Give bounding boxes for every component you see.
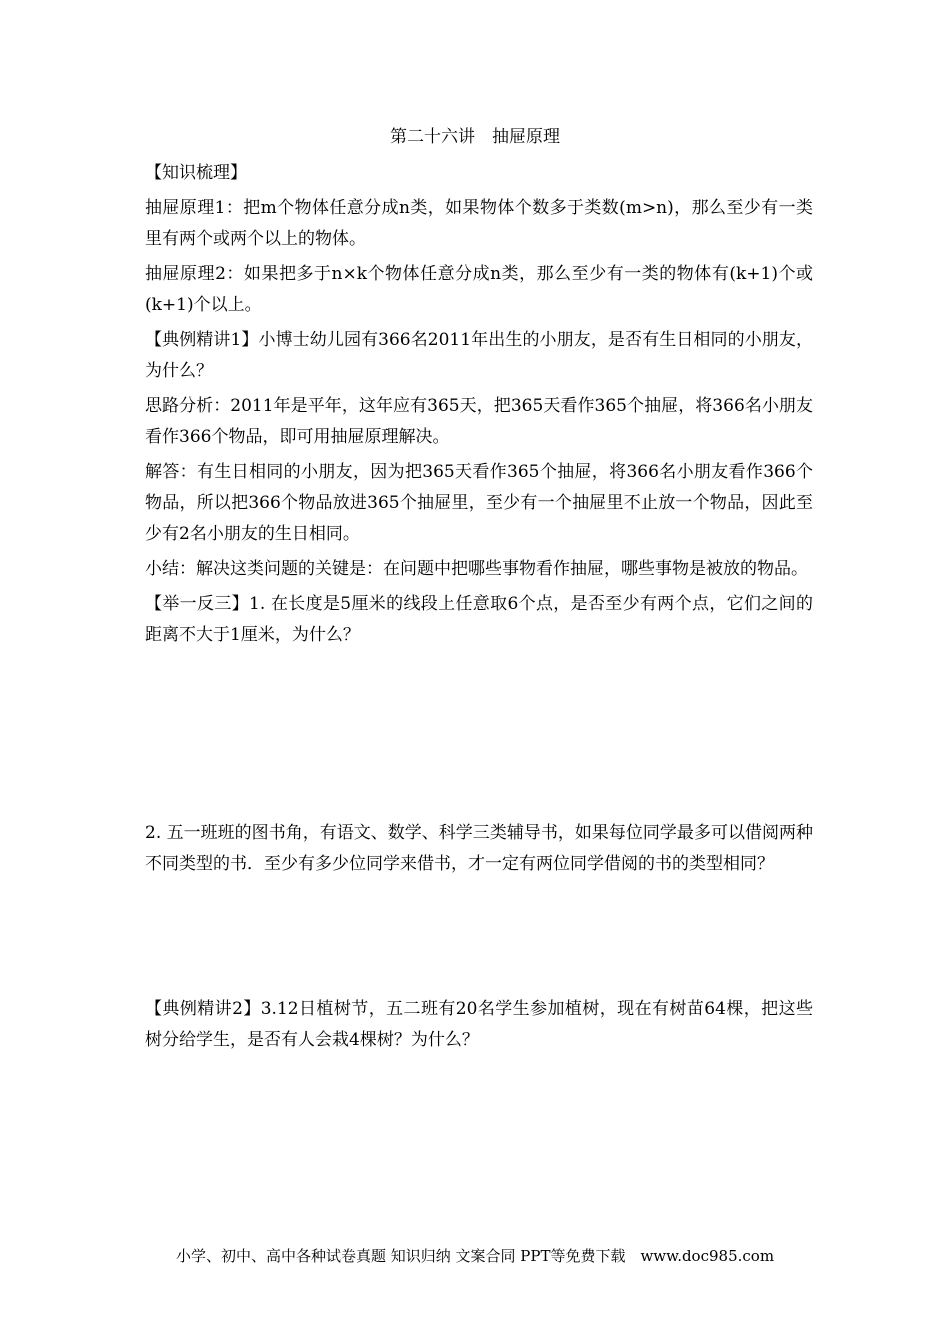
document-body [145, 158, 813, 1060]
principle-2-paragraph: 抽屉原理2：如果把多于n×k个物体任意分成n类，那么至少有一类的物体有(k+1)个或(k+1)个以上。 [145, 264, 813, 315]
practice-2-question: 2. 五一班班的图书角，有语文、数学、科学三类辅导书，如果每位同学最多可以借阅两种不同类型的书．至少有多少位同学来借书，才一定有两位同学借阅的书的类型相同？ [145, 823, 813, 874]
principle-1-paragraph: 抽屉原理1：把m个物体任意分成n类，如果物体个数多于类数(m>n)，那么至少有一类里有两个或两个以上的物体。 [145, 198, 813, 249]
knowledge-section-heading: 【知识梳理】 [145, 163, 247, 183]
example-1-summary: 小结：解决这类问题的关键是：在问题中把哪些事物看作抽屉，哪些事物是被放的物品。 [145, 559, 808, 579]
example-1-answer: 解答：有生日相同的小朋友，因为把365天看作365个抽屉，将366名小朋友看作366个物品，所以把366个物品放进365个抽屉里，至少有一个抽屉里不止放一个物品，因此至少有2名小朋友的生日相同。 [145, 462, 813, 544]
footer-note: 小学、初中、高中各种试卷真题 知识归纳 文案合同 PPT等免费下载 www.doc985.com [175, 1247, 775, 1265]
example-1-analysis: 思路分析：2011年是平年，这年应有365天，把365天看作365个抽屉，将366名小朋友看作366个物品，即可用抽屉原理解决。 [145, 396, 813, 447]
answer-space-2 [145, 884, 813, 994]
example-2-question: 【典例精讲2】3.12日植树节，五二班有20名学生参加植树，现在有树苗64棵，把这些树分给学生，是否有人会栽4棵树？为什么？ [145, 999, 813, 1050]
lecture-title: 第二十六讲 抽屉原理 [390, 127, 560, 147]
answer-space-1 [145, 655, 813, 818]
example-1-question: 【典例精讲1】小博士幼儿园有366名2011年出生的小朋友，是否有生日相同的小朋友，为什么？ [145, 330, 813, 381]
practice-1-question: 【举一反三】1. 在长度是5厘米的线段上任意取6个点，是否至少有两个点，它们之间的距离不大于1厘米，为什么？ [145, 594, 813, 645]
